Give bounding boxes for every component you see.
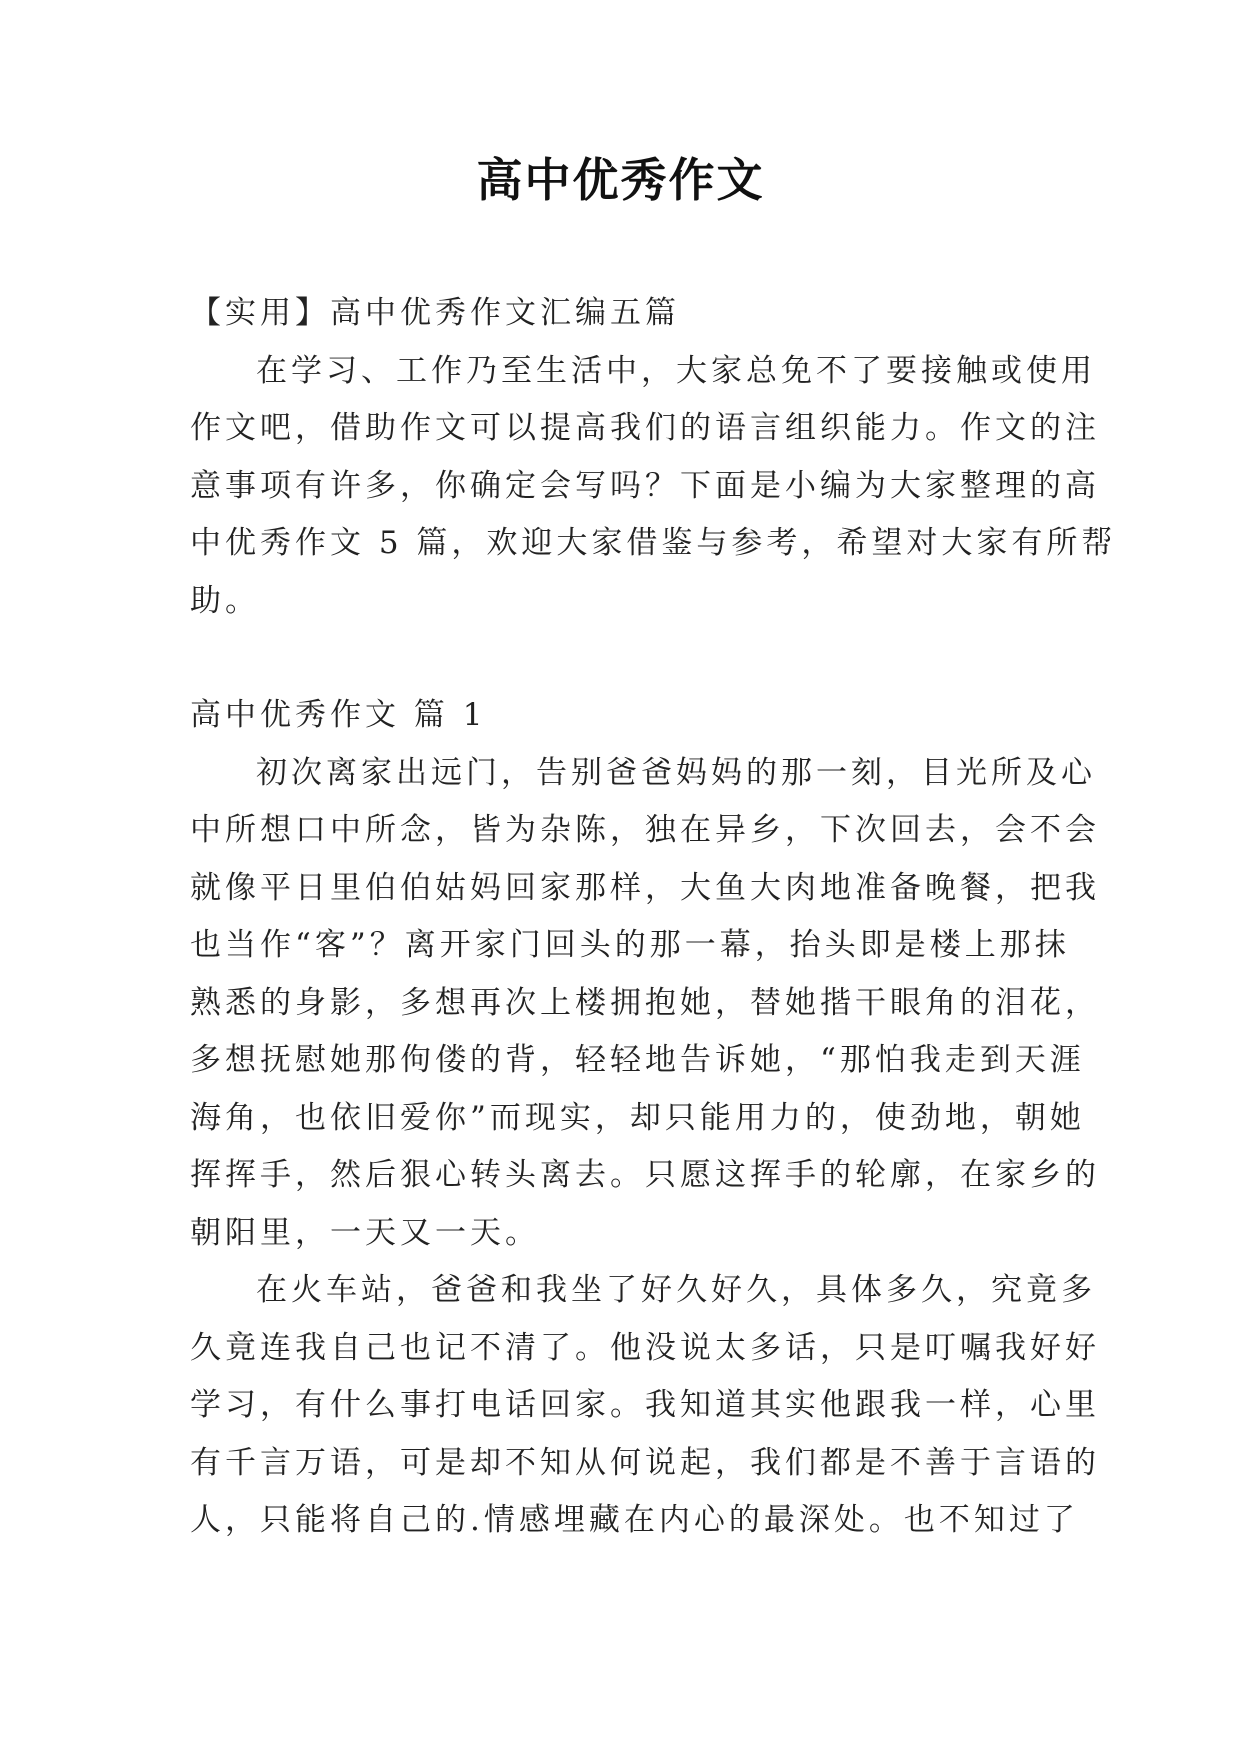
essay-line: 海角，也依旧爱你”而现实，却只能用力的，使劲地，朝她: [190, 1100, 1085, 1136]
essay-line: 熟悉的身影，多想再次上楼拥抱她，替她揩干眼角的泪花，: [190, 985, 1100, 1021]
intro-line: 助。: [190, 583, 260, 619]
essay-line: 人，只能将自己的.情感埋藏在内心的最深处。也不知过了: [190, 1502, 1079, 1538]
document-title: 高中优秀作文: [476, 153, 765, 207]
essay-line: 初次离家出远门，告别爸爸妈妈的那一刻，目光所及心: [256, 755, 1096, 791]
essay-line: 多想抚慰她那佝偻的背，轻轻地告诉她，“那怕我走到天涯: [190, 1042, 1085, 1078]
intro-heading: 【实用】高中优秀作文汇编五篇: [190, 295, 680, 331]
essay-line: 学习，有什么事打电话回家。我知道其实他跟我一样，心里: [190, 1387, 1100, 1423]
essay-line: 有千言万语，可是却不知从何说起，我们都是不善于言语的: [190, 1445, 1100, 1481]
intro-line: 作文吧，借助作文可以提高我们的语言组织能力。作文的注: [190, 410, 1100, 446]
essay-line: 在火车站，爸爸和我坐了好久好久，具体多久，究竟多: [256, 1272, 1096, 1308]
essay-line: 也当作“客”？离开家门回头的那一幕，抬头即是楼上那抹: [190, 927, 1070, 963]
essay-heading: 高中优秀作文 篇 1: [190, 697, 487, 733]
intro-line: 在学习、工作乃至生活中，大家总免不了要接触或使用: [256, 353, 1096, 389]
essay-line: 挥挥手，然后狠心转头离去。只愿这挥手的轮廓，在家乡的: [190, 1157, 1100, 1193]
essay-line: 就像平日里伯伯姑妈回家那样，大鱼大肉地准备晚餐，把我: [190, 870, 1100, 906]
essay-line: 朝阳里，一天又一天。: [190, 1215, 540, 1251]
essay-line: 中所想口中所念，皆为杂陈，独在异乡，下次回去，会不会: [190, 812, 1100, 848]
intro-line: 中优秀作文 5 篇，欢迎大家借鉴与参考，希望对大家有所帮: [190, 525, 1117, 561]
intro-line: 意事项有许多，你确定会写吗？下面是小编为大家整理的高: [190, 468, 1100, 504]
essay-line: 久竟连我自己也记不清了。他没说太多话，只是叮嘱我好好: [190, 1330, 1100, 1366]
